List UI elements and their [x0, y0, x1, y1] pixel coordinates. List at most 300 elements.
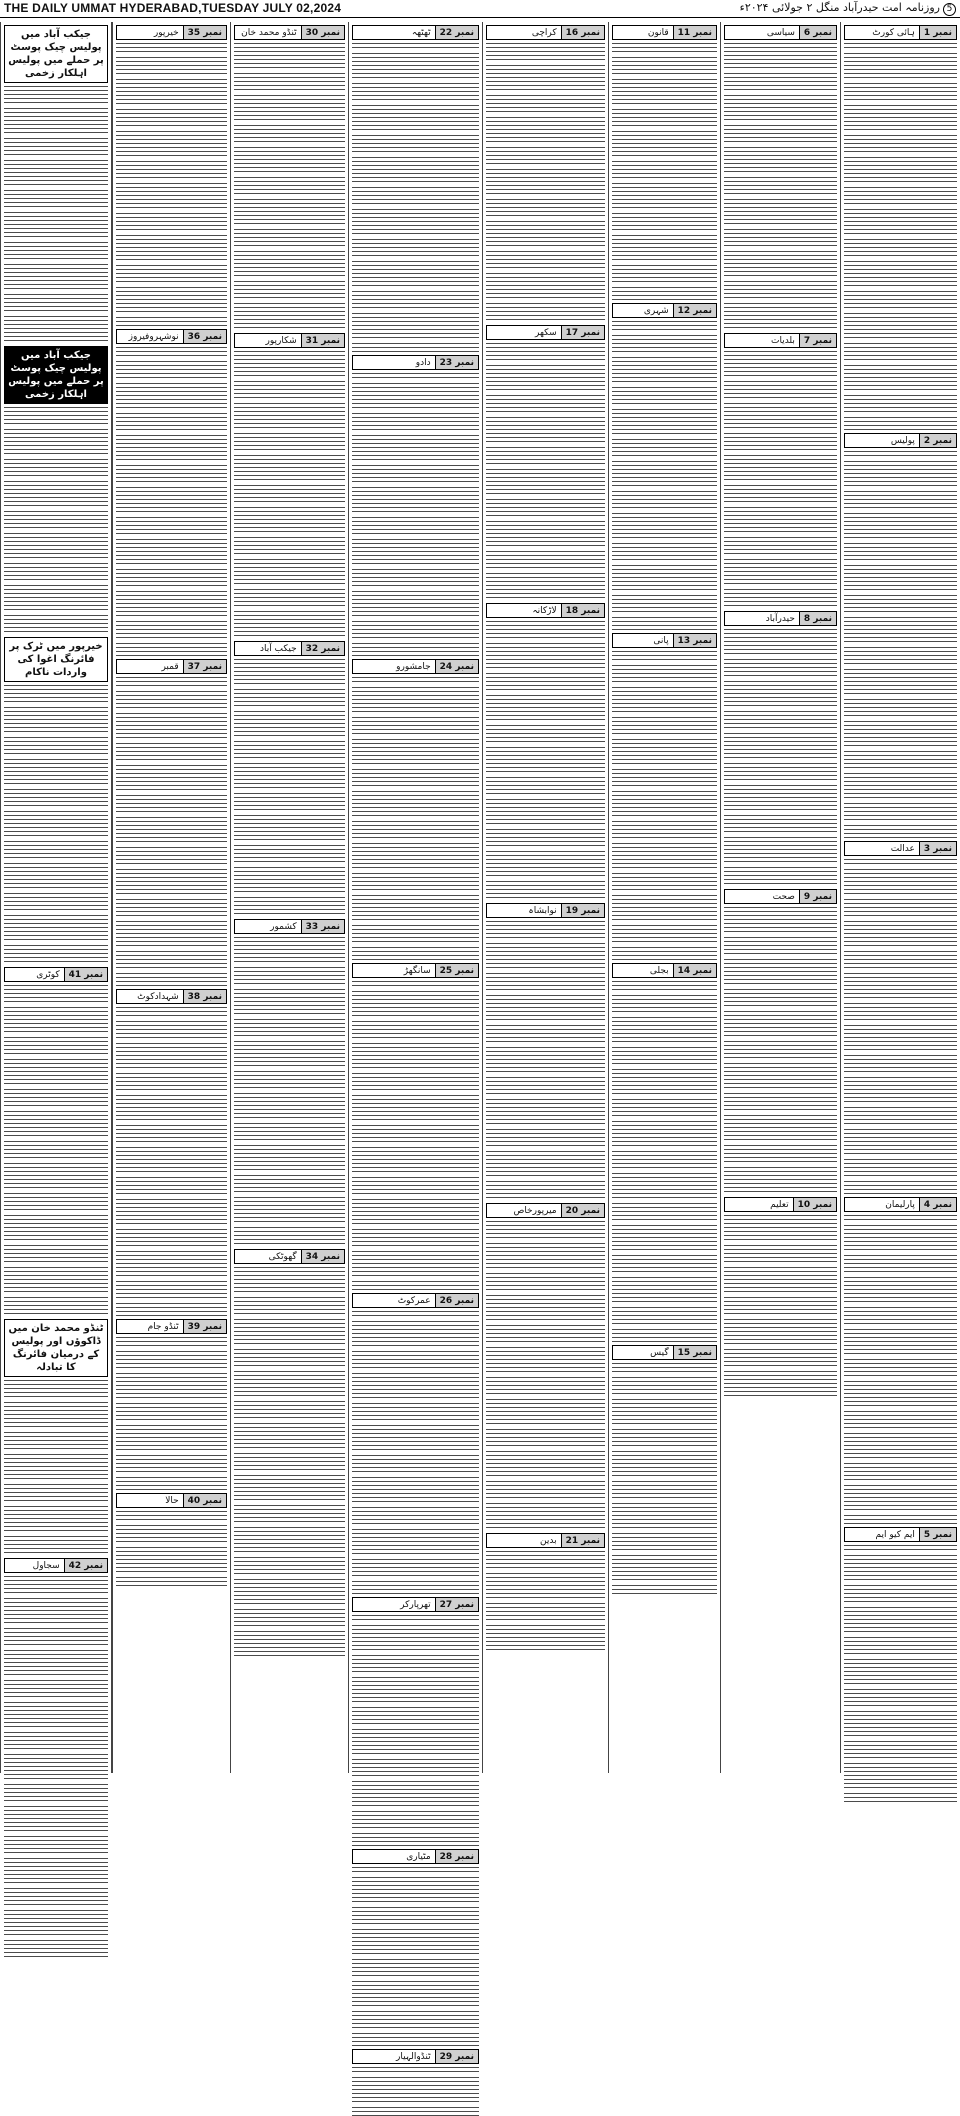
- article-text-block: [4, 86, 108, 95]
- article-text-block: [352, 677, 479, 684]
- article-text-block: [612, 581, 717, 592]
- article-text-block: [724, 1105, 837, 1112]
- article-text-block: [116, 161, 227, 170]
- article-text-block: [4, 1900, 108, 1907]
- article-text-block: [486, 1573, 605, 1586]
- article-text-block: [844, 789, 957, 800]
- article-text-block: [352, 383, 479, 396]
- section-number: نمبر 20: [561, 1204, 604, 1217]
- article-text-block: [844, 1675, 957, 1686]
- article-text-block: [4, 176, 108, 187]
- article-text-block: [724, 351, 837, 364]
- article-text-block: [352, 1507, 479, 1516]
- article-text-block: [116, 361, 227, 370]
- article-text-block: [844, 1623, 957, 1634]
- article-text-block: [486, 1243, 605, 1256]
- article-text-block: [844, 581, 957, 592]
- article-text-block: [4, 1257, 108, 1264]
- article-text-block: [4, 1588, 108, 1595]
- article-text-block: [486, 303, 605, 312]
- article-text-block: [612, 1307, 717, 1316]
- article-text-block: [486, 251, 605, 260]
- article-text-block: [234, 741, 345, 750]
- article-text-block: [234, 393, 345, 400]
- article-text-block: [116, 781, 227, 792]
- article-text-block: [612, 1493, 717, 1500]
- article-text-block: [612, 451, 717, 458]
- article-text-block: [116, 1033, 227, 1040]
- section-title: ٹنڈو محمد خان: [241, 27, 297, 38]
- article-text-block: [352, 1877, 479, 1890]
- article-text-block: [116, 465, 227, 474]
- article-text-block: [844, 989, 957, 1000]
- article-text-block: [612, 1189, 717, 1200]
- news-column: [0, 22, 112, 1773]
- article-text-block: [612, 1163, 717, 1170]
- article-text-block: [724, 1093, 837, 1102]
- article-text-block: [844, 751, 957, 760]
- article-text-block: [234, 471, 345, 482]
- article-text-block: [724, 1167, 837, 1180]
- article-text-block: [116, 1415, 227, 1422]
- article-text-block: [4, 1245, 108, 1254]
- article-text-block: [352, 477, 479, 484]
- article-text-block: [352, 1625, 479, 1638]
- article-text-block: [612, 1399, 717, 1412]
- article-text-block: [234, 1283, 345, 1294]
- article-text-block: [612, 109, 717, 118]
- section-title: جیکب آباد: [259, 643, 297, 654]
- article-text-block: [116, 539, 227, 552]
- article-text-block: [352, 1529, 479, 1542]
- article-text-block: [724, 267, 837, 278]
- article-text-block: [486, 289, 605, 300]
- article-text-block: [116, 1537, 227, 1544]
- article-text-block: [234, 497, 345, 504]
- article-text-block: [724, 827, 837, 834]
- article-text-block: [486, 725, 605, 734]
- article-text-block: [352, 1467, 479, 1474]
- article-text-block: [234, 805, 345, 812]
- article-text-block: [844, 1267, 957, 1274]
- article-text-block: [844, 1659, 957, 1672]
- article-text-block: [116, 287, 227, 300]
- section-heading: [234, 25, 345, 40]
- section-title: گھوٹکی: [268, 1251, 297, 1262]
- headline-banner: جیکب آباد میں پولیس چیک پوسٹ پر حملے میں پولیس اہلکار زخمی: [4, 346, 108, 404]
- article-text-block: [116, 1563, 227, 1574]
- article-text-block: [844, 1501, 957, 1512]
- article-text-block: [844, 773, 957, 786]
- article-text-block: [844, 1597, 957, 1604]
- article-text-block: [4, 1392, 108, 1399]
- article-text-block: [844, 209, 957, 222]
- article-text-block: [234, 1609, 345, 1618]
- section-heading: [724, 1197, 837, 1212]
- article-text-block: [116, 251, 227, 262]
- article-text-block: [724, 1027, 837, 1038]
- article-text-block: [4, 1283, 108, 1294]
- article-text-block: [724, 937, 837, 946]
- article-text-block: [724, 1297, 837, 1306]
- article-text-block: [4, 511, 108, 520]
- article-text-block: [844, 395, 957, 404]
- article-text-block: [116, 869, 227, 882]
- article-text-block: [486, 65, 605, 78]
- article-text-block: [612, 1571, 717, 1582]
- section-title: پارلیمان: [885, 1199, 915, 1210]
- article-text-block: [116, 1073, 227, 1082]
- article-text-block: [116, 795, 227, 804]
- article-text-block: [4, 190, 108, 199]
- article-text-block: [352, 807, 479, 818]
- article-text-block: [116, 807, 227, 814]
- section-title: پولیس: [890, 435, 915, 446]
- article-text-block: [352, 991, 479, 1004]
- article-text-block: [234, 293, 345, 300]
- article-text-block: [844, 1015, 957, 1022]
- article-text-block: [352, 1677, 479, 1690]
- article-text-block: [116, 225, 227, 232]
- article-text-block: [486, 799, 605, 812]
- article-text-block: [4, 1484, 108, 1493]
- article-text-block: [612, 425, 717, 436]
- article-text-block: [844, 1055, 957, 1064]
- article-text-block: [116, 517, 227, 526]
- section-title: ٹنڈوالہیار: [396, 2051, 431, 2062]
- article-text-block: [486, 511, 605, 518]
- article-text-block: [4, 1784, 108, 1793]
- article-text-block: [486, 43, 605, 52]
- article-text-block: [612, 1137, 717, 1148]
- article-text-block: [612, 57, 717, 66]
- article-text-block: [116, 1351, 227, 1360]
- article-text-block: [844, 1003, 957, 1012]
- article-text-block: [724, 723, 837, 730]
- article-text-block: [844, 1753, 957, 1760]
- article-text-block: [116, 1293, 227, 1300]
- article-text-block: [486, 973, 605, 982]
- article-text-block: [352, 451, 479, 462]
- article-text-block: [612, 677, 717, 684]
- section-number: نمبر 22: [435, 26, 478, 39]
- article-text-block: [844, 451, 957, 458]
- article-text-block: [352, 911, 479, 922]
- section-heading: [612, 633, 717, 648]
- article-text-block: [612, 729, 717, 736]
- article-text-block: [844, 1181, 957, 1194]
- section-heading: [486, 1533, 605, 1548]
- article-text-block: [724, 1257, 837, 1264]
- article-text-block: [352, 517, 479, 526]
- section-number: نمبر 41: [64, 968, 107, 981]
- article-text-block: [234, 351, 345, 364]
- article-text-block: [116, 69, 227, 76]
- article-text-block: [4, 841, 108, 850]
- article-text-block: [612, 543, 717, 552]
- article-text-block: [352, 1189, 479, 1196]
- article-text-block: [486, 1589, 605, 1600]
- article-text-block: [116, 703, 227, 710]
- section-number: نمبر 16: [561, 26, 604, 39]
- article-text-block: [352, 833, 479, 840]
- section-title: بجلی: [649, 965, 669, 976]
- section-title: عمرکوٹ: [397, 1295, 431, 1306]
- article-text-block: [352, 1111, 479, 1122]
- article-text-block: [844, 1689, 957, 1698]
- article-text-block: [612, 43, 717, 54]
- article-text-block: [612, 1173, 717, 1186]
- article-text-block: [724, 1131, 837, 1142]
- article-text-block: [234, 125, 345, 134]
- article-text-block: [612, 461, 717, 474]
- article-text-block: [724, 1053, 837, 1060]
- article-text-block: [4, 1888, 108, 1897]
- article-text-block: [234, 215, 345, 226]
- article-text-block: [116, 95, 227, 106]
- section-number: نمبر 38: [183, 990, 226, 1003]
- article-text-block: [4, 893, 108, 902]
- article-text-block: [234, 1005, 345, 1016]
- article-text-block: [234, 1093, 345, 1106]
- article-text-block: [352, 1615, 479, 1622]
- article-text-block: [116, 1363, 227, 1370]
- article-text-block: [352, 1729, 479, 1742]
- article-text-block: [234, 137, 345, 144]
- article-text-block: [844, 135, 957, 144]
- article-text-block: [486, 365, 605, 378]
- article-text-block: [724, 59, 837, 70]
- article-text-block: [116, 1547, 227, 1560]
- section-number: نمبر 13: [673, 634, 716, 647]
- article-text-block: [612, 1085, 717, 1096]
- article-text-block: [234, 1453, 345, 1462]
- article-text-block: [486, 633, 605, 640]
- article-text-block: [844, 291, 957, 300]
- article-text-block: [844, 607, 957, 614]
- article-text-block: [844, 1711, 957, 1724]
- article-text-block: [4, 1267, 108, 1280]
- article-text-block: [724, 189, 837, 196]
- article-text-block: [486, 673, 605, 682]
- article-text-block: [724, 1041, 837, 1050]
- article-text-block: [724, 853, 837, 864]
- article-text-block: [234, 589, 345, 598]
- article-text-block: [116, 937, 227, 948]
- article-text-block: [612, 717, 717, 726]
- article-text-block: [4, 1650, 108, 1663]
- article-text-block: [116, 911, 227, 918]
- article-text-block: [4, 1179, 108, 1190]
- article-text-block: [612, 529, 717, 540]
- article-text-block: [352, 1147, 479, 1160]
- article-text-block: [612, 947, 717, 960]
- article-text-block: [486, 485, 605, 496]
- article-text-block: [486, 159, 605, 166]
- article-text-block: [486, 573, 605, 586]
- article-text-block: [612, 513, 717, 526]
- article-text-block: [352, 1907, 479, 1916]
- article-text-block: [844, 685, 957, 696]
- article-text-block: [486, 685, 605, 692]
- article-text-block: [116, 235, 227, 248]
- article-text-block: [486, 1233, 605, 1240]
- section-title: نوشہروفیروز: [128, 331, 179, 342]
- section-title: نوابشاہ: [528, 905, 557, 916]
- article-text-block: [612, 937, 717, 944]
- section-heading: [116, 329, 227, 344]
- article-text-block: [234, 85, 345, 92]
- article-text-block: [486, 1311, 605, 1322]
- section-title: شہدادکوٹ: [137, 991, 179, 1002]
- article-text-block: [4, 407, 108, 416]
- article-text-block: [234, 1057, 345, 1068]
- article-text-block: [612, 235, 717, 248]
- article-text-block: [844, 303, 957, 310]
- section-heading: [352, 1597, 479, 1612]
- article-text-block: [352, 465, 479, 474]
- article-text-block: [116, 43, 227, 54]
- article-text-block: [352, 43, 479, 50]
- section-number: نمبر 29: [435, 2050, 478, 2063]
- article-text-block: [352, 843, 479, 856]
- article-text-block: [116, 503, 227, 514]
- article-text-block: [234, 967, 345, 976]
- article-text-block: [116, 755, 227, 762]
- article-text-block: [116, 729, 227, 740]
- article-text-block: [612, 1007, 717, 1014]
- article-text-block: [486, 199, 605, 208]
- article-text-block: [352, 199, 479, 206]
- article-text-block: [724, 645, 837, 656]
- article-text-block: [612, 347, 717, 354]
- article-text-block: [234, 485, 345, 494]
- article-text-block: [724, 959, 837, 972]
- article-text-block: [612, 161, 717, 170]
- article-text-block: [234, 419, 345, 430]
- article-text-block: [844, 669, 957, 682]
- article-text-block: [234, 1621, 345, 1628]
- article-text-block: [116, 1189, 227, 1196]
- article-text-block: [844, 1411, 957, 1420]
- article-text-block: [352, 1033, 479, 1040]
- news-column: [840, 22, 960, 1773]
- article-text-block: [352, 591, 479, 604]
- article-text-block: [844, 1793, 957, 1802]
- article-text-block: [234, 367, 345, 378]
- article-text-block: [724, 711, 837, 720]
- article-text-block: [486, 237, 605, 248]
- article-text-block: [352, 1477, 479, 1490]
- article-text-block: [234, 199, 345, 212]
- article-text-block: [486, 1325, 605, 1334]
- article-text-block: [4, 1215, 108, 1228]
- article-text-block: [844, 1649, 957, 1656]
- article-text-block: [486, 407, 605, 414]
- article-text-block: [4, 1718, 108, 1729]
- article-text-block: [352, 1811, 479, 1820]
- article-text-block: [724, 215, 837, 226]
- article-text-block: [234, 43, 345, 56]
- article-text-block: [116, 1043, 227, 1056]
- article-text-block: [352, 621, 479, 630]
- article-text-block: [116, 713, 227, 726]
- article-text-block: [612, 173, 717, 180]
- article-text-block: [116, 1215, 227, 1226]
- article-text-block: [724, 837, 837, 850]
- section-heading: [724, 889, 837, 904]
- article-text-block: [4, 1007, 108, 1020]
- article-text-block: [844, 1129, 957, 1142]
- article-text-block: [612, 131, 717, 144]
- article-text-block: [486, 995, 605, 1008]
- article-text-block: [844, 1607, 957, 1620]
- article-text-block: [844, 1107, 957, 1116]
- article-text-block: [116, 621, 227, 630]
- article-text-block: [486, 1025, 605, 1034]
- article-text-block: [116, 529, 227, 536]
- article-text-block: [612, 1017, 717, 1030]
- article-text-block: [844, 1571, 957, 1582]
- article-text-block: [724, 1349, 837, 1358]
- article-text-block: [352, 781, 479, 788]
- article-text-block: [486, 1615, 605, 1622]
- article-text-block: [116, 921, 227, 934]
- article-text-block: [612, 833, 717, 840]
- article-text-block: [4, 497, 108, 508]
- article-text-block: [724, 733, 837, 746]
- article-text-block: [724, 1371, 837, 1384]
- article-text-block: [612, 1451, 717, 1464]
- article-text-block: [352, 2011, 479, 2020]
- article-text-block: [844, 491, 957, 500]
- article-text-block: [724, 575, 837, 586]
- article-text-block: [4, 1874, 108, 1885]
- article-text-block: [486, 1193, 605, 1200]
- article-text-block: [612, 387, 717, 396]
- article-text-block: [4, 1418, 108, 1429]
- article-text-block: [724, 801, 837, 812]
- article-text-block: [116, 1059, 227, 1070]
- section-title: تعلیم: [770, 1199, 789, 1210]
- article-text-block: [486, 867, 605, 878]
- news-columns: [0, 22, 960, 2062]
- article-text-block: [234, 575, 345, 586]
- article-text-block: [724, 1079, 837, 1090]
- article-text-block: [486, 169, 605, 182]
- article-text-block: [352, 1719, 479, 1726]
- section-title: دادو: [415, 357, 431, 368]
- article-text-block: [116, 413, 227, 422]
- article-text-block: [4, 1101, 108, 1108]
- article-text-block: [352, 1981, 479, 1994]
- article-text-block: [486, 221, 605, 234]
- article-text-block: [844, 239, 957, 248]
- article-text-block: [116, 973, 227, 986]
- article-text-block: [4, 585, 108, 598]
- article-text-block: [612, 1429, 717, 1438]
- article-text-block: [486, 107, 605, 114]
- article-text-block: [4, 1836, 108, 1845]
- article-text-block: [234, 251, 345, 264]
- article-text-block: [486, 469, 605, 482]
- article-text-block: [844, 1433, 957, 1446]
- article-text-block: [116, 1467, 227, 1474]
- article-text-block: [234, 1031, 345, 1038]
- article-text-block: [4, 853, 108, 860]
- article-text-block: [724, 303, 837, 316]
- article-text-block: [116, 1477, 227, 1490]
